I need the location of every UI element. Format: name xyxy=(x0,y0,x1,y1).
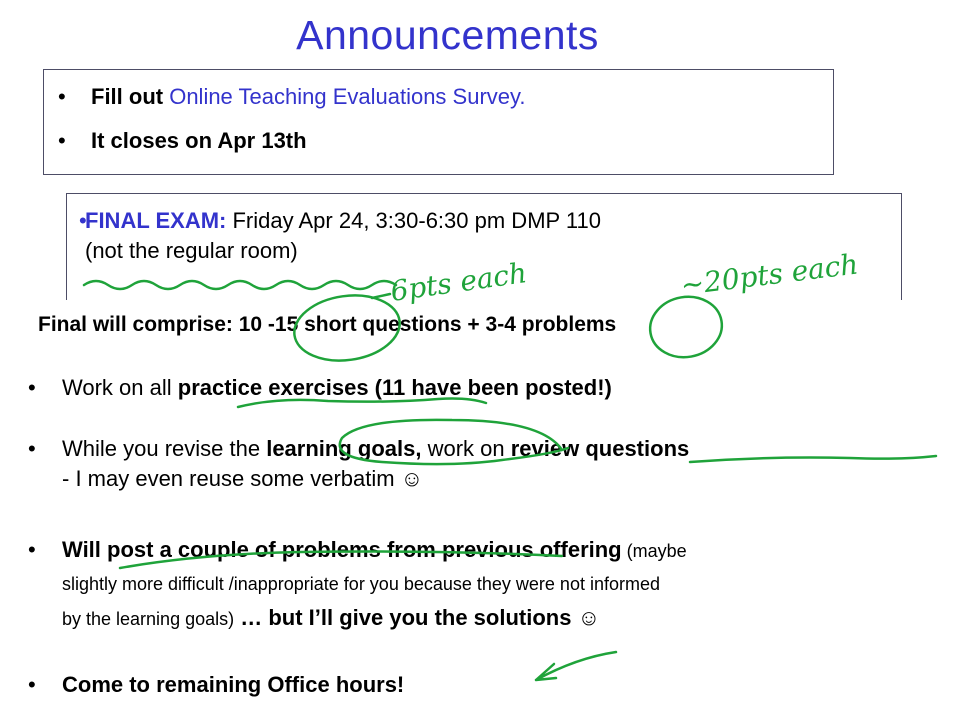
review-questions-text: review questions xyxy=(510,436,690,461)
previous-offering-aside: (maybe xyxy=(621,541,687,561)
six-points-note: 6pts each xyxy=(388,256,529,308)
learning-goals-text: learning goals, xyxy=(266,436,422,461)
twenty-points-note: ~20pts each xyxy=(678,247,861,302)
practice-exercises-text: practice exercises (11 have been posted!) xyxy=(177,375,612,400)
final-composition: Final will comprise: 10 -15 short questions + 3-4 problems xyxy=(38,313,617,336)
bullet: • xyxy=(58,84,66,109)
practice-prefix: Work on all xyxy=(62,375,178,400)
practice-exercises-item xyxy=(62,375,612,401)
evaluation-prefix: Fill out xyxy=(91,84,170,109)
office-hours-item: Come to remaining Office hours! xyxy=(62,672,405,697)
bullet: • xyxy=(28,537,36,562)
bullet: • xyxy=(58,128,66,153)
bullet: • xyxy=(28,672,36,697)
final-exam-details: Friday Apr 24, 3:30-6:30 pm DMP 110 xyxy=(226,208,601,233)
review-item-line2: - I may even reuse some verbatim ☺ xyxy=(62,466,424,491)
bullet: • xyxy=(28,436,36,461)
evaluation-line xyxy=(91,84,526,110)
review-underline-ink xyxy=(690,456,936,462)
page-title: Announcements xyxy=(296,12,599,58)
review-item-line1 xyxy=(62,436,689,462)
evaluation-announcement-box xyxy=(43,69,834,175)
bullet: • xyxy=(28,375,36,400)
final-exam-room-note: (not the regular room) xyxy=(85,238,298,263)
previous-offering-line3 xyxy=(62,605,600,631)
final-exam-box xyxy=(66,193,902,300)
previous-offering-line1 xyxy=(62,537,687,563)
final-exam-label: FINAL EXAM: xyxy=(85,208,227,233)
final-exam-line xyxy=(85,208,601,234)
evaluation-survey-link[interactable]: Online Teaching Evaluations Survey. xyxy=(169,84,526,109)
review-prefix: While you revise the xyxy=(62,436,267,461)
problems-circle-ink xyxy=(645,291,726,363)
solutions-promise: … but I’ll give you the solutions ☺ xyxy=(234,605,601,630)
previous-offering-text: Will post a couple of problems from previous offering xyxy=(62,537,622,562)
previous-offering-line2: slightly more difficult /inappropriate for you because they were not informed xyxy=(62,574,660,594)
learning-goals-aside: by the learning goals) xyxy=(62,609,235,629)
survey-close-date: It closes on Apr 13th xyxy=(91,128,307,153)
review-mid: work on xyxy=(421,436,511,461)
bullet: • xyxy=(79,208,87,233)
office-hours-arrow-ink xyxy=(536,652,616,680)
